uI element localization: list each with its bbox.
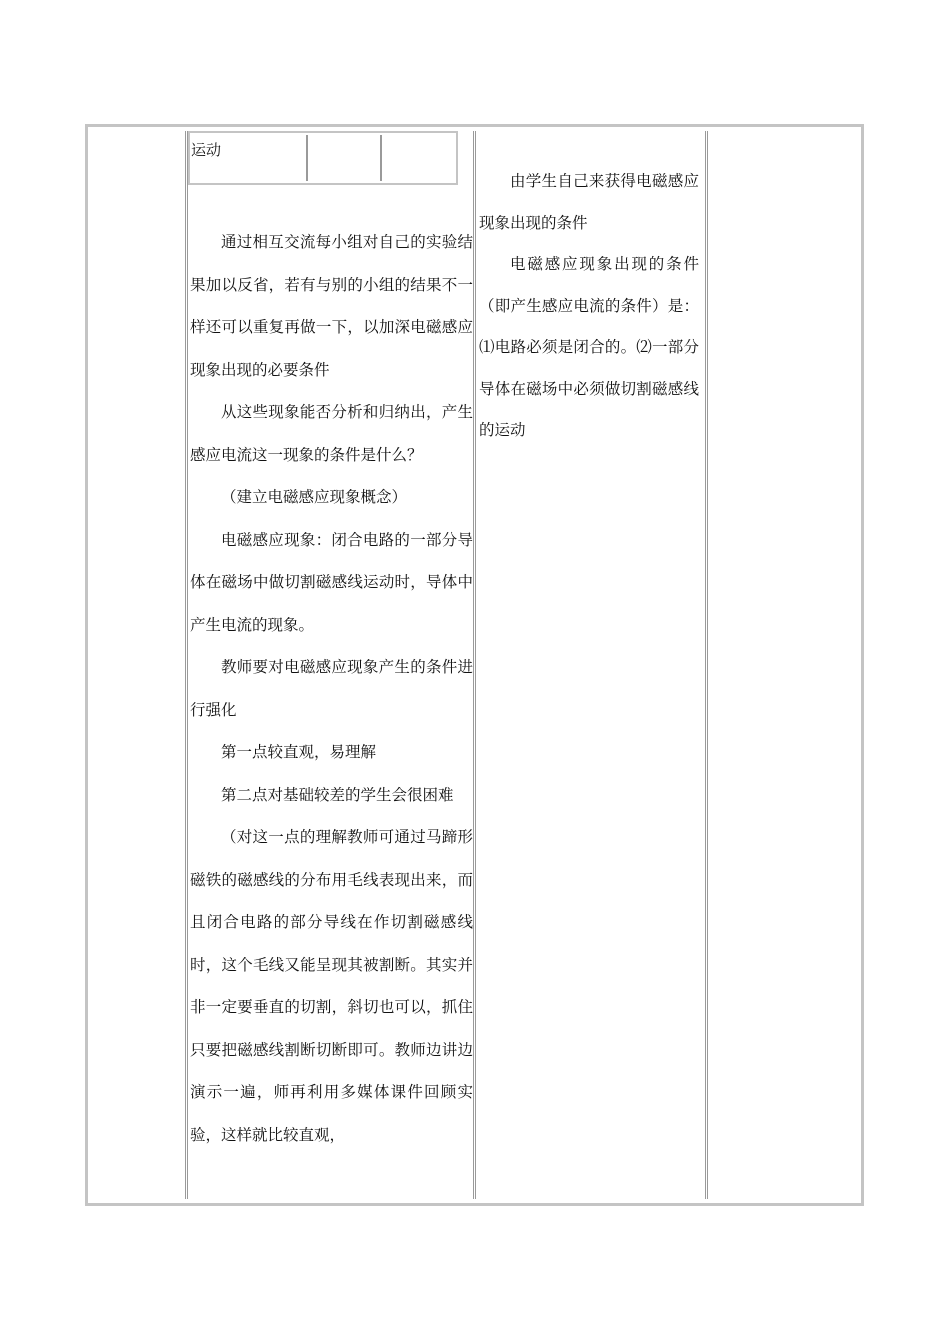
paragraph: 电磁感应现象：闭合电路的一部分导体在磁场中做切割磁感线运动时，导体中产生电流的现象。 xyxy=(190,530,473,634)
column-divider xyxy=(705,131,708,1199)
paragraph: 由学生自己来获得电磁感应现象出现的条件 xyxy=(479,172,699,232)
teacher-activity-column xyxy=(190,221,473,1156)
paragraph: （建立电磁感应现象概念） xyxy=(221,488,408,506)
paragraph: 电磁感应现象出现的条件（即产生感应电流的条件）是：⑴电路必须是闭合的。⑵一部分导体在磁场中必须做切割磁感线的运动 xyxy=(479,255,699,439)
nested-cell-divider xyxy=(306,135,308,181)
student-activity-column xyxy=(479,161,699,452)
paragraph: 第一点较直观，易理解 xyxy=(221,743,377,761)
paragraph: 教师要对电磁感应现象产生的条件进行强化 xyxy=(190,658,473,719)
nested-cell-text: 运动 xyxy=(191,141,222,159)
column-divider xyxy=(185,131,188,1199)
nested-table xyxy=(188,131,458,185)
lesson-table xyxy=(85,124,864,1206)
column-divider xyxy=(473,131,476,1199)
paragraph: （对这一点的理解教师可通过马蹄形磁铁的磁感线的分布用毛线表现出来，而且闭合电路的部分导线在作切割磁感线时，这个毛线又能呈现其被割断。其实并非一定要垂直的切割，斜切也可以，抓住只要把磁感线割断切断即可。教师边讲边演示一遍，师再利用多媒体课件回顾实验，这样就比较直观， xyxy=(190,828,473,1144)
paragraph: 从这些现象能否分析和归纳出，产生感应电流这一现象的条件是什么？ xyxy=(190,403,473,464)
paragraph: 第二点对基础较差的学生会很困难 xyxy=(221,785,454,804)
nested-cell-divider xyxy=(380,135,382,181)
paragraph: 通过相互交流每小组对自己的实验结果加以反省，若有与别的小组的结果不一样还可以重复再做一下，以加深电磁感应现象出现的必要条件 xyxy=(190,233,473,379)
